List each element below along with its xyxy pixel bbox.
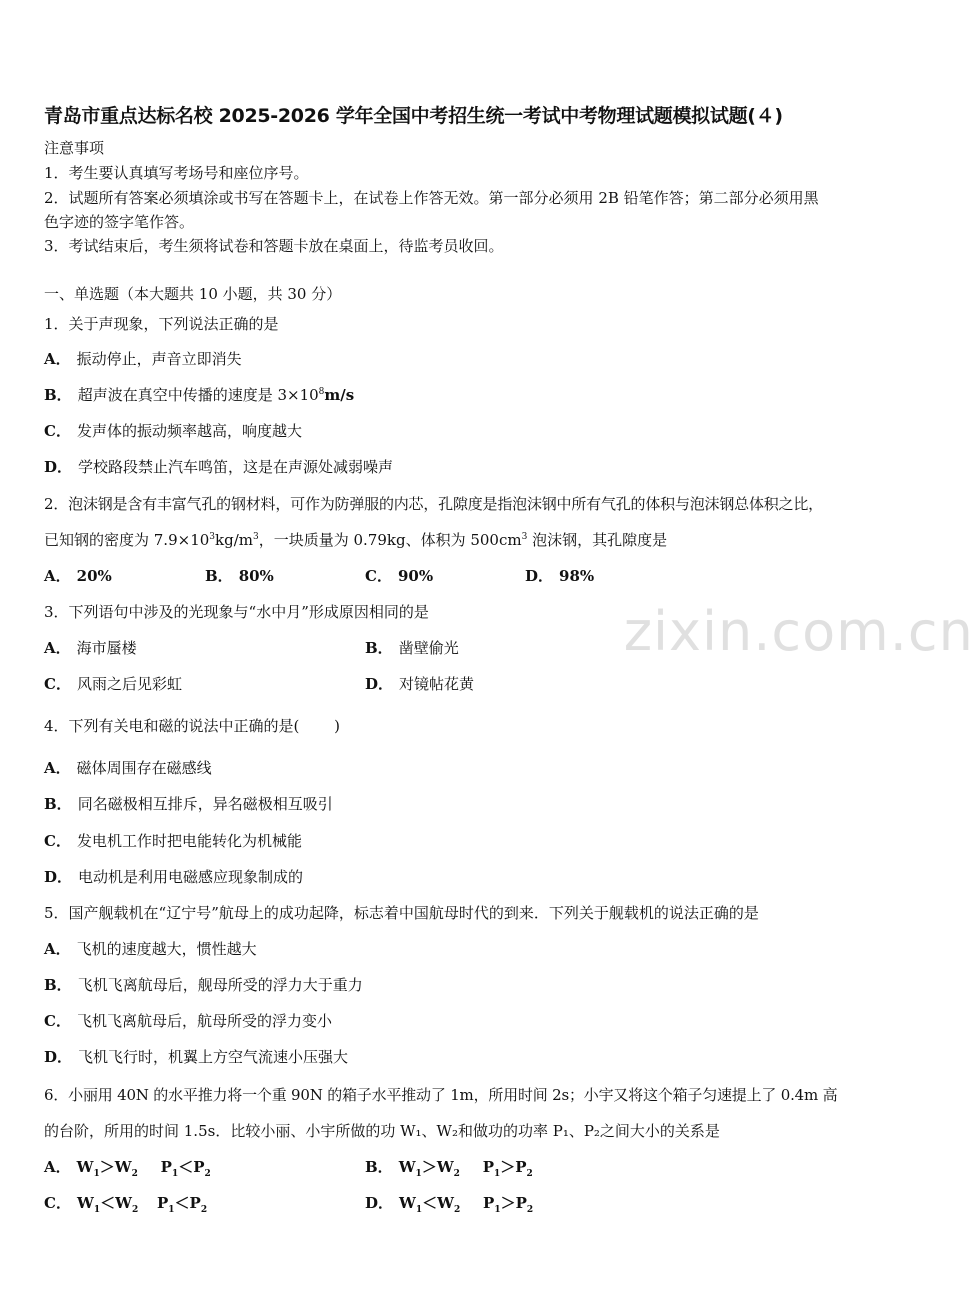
q2-option-b: B． 80%	[205, 567, 274, 585]
notice-item-2: 2．试题所有答案必须填涂或书写在答题卡上，在试卷上作答无效。第一部分必须用 2B 铅笔作答；第二部分必须用黑	[44, 189, 819, 207]
q5-option-c: C． 飞机飞离航母后，航母所受的浮力变小	[44, 1012, 332, 1030]
q2-option-c: C． 90%	[365, 567, 434, 585]
q6-stem-line1: 6．小丽用 40N 的水平推力将一个重 90N 的箱子水平推动了 1m，所用时间 2s；小宇又将这个箱子匀速提上了 0.4m 高	[44, 1086, 838, 1104]
q6-option-d: D． $W_1<W_2$ $P_1>P_2$	[365, 1194, 534, 1215]
q6-option-c: C． $W_1<W_2$ $P_1<P_2$	[44, 1194, 208, 1215]
page-title: 青岛市重点达标名校 2025-2026 学年全国中考招生统一考试中考物理试题模拟试题(４)	[44, 105, 783, 127]
q6-option-b: B． $W_1>W_2$ $P_1>P_2$	[365, 1158, 533, 1179]
q1-option-c: C． 发声体的振动频率越高，响度越大	[44, 422, 302, 440]
q1-option-b: B． 超声波在真空中传播的速度是 $3\times 10^8m/s$	[44, 386, 355, 404]
q6-option-a: A． $W_1>W_2$ $P_1<P_2$	[44, 1158, 211, 1179]
q4-option-c: C． 发电机工作时把电能转化为机械能	[44, 832, 302, 850]
q4-stem: 4．下列有关电和磁的说法中正确的是( )	[44, 717, 341, 735]
q5-option-b: B． 飞机飞离航母后，舰母所受的浮力大于重力	[44, 976, 363, 994]
notice-heading: 注意事项	[44, 139, 105, 157]
q1-option-d: D． 学校路段禁止汽车鸣笛，这是在声源处减弱噪声	[44, 458, 394, 476]
q2-option-d: D． 98%	[525, 567, 595, 585]
q4-option-a: A． 磁体周围存在磁感线	[44, 759, 212, 777]
q5-option-a: A． 飞机的速度越大，惯性越大	[44, 940, 257, 958]
q4-option-d: D． 电动机是利用电磁感应现象制成的	[44, 868, 304, 886]
q4-option-b: B． 同名磁极相互排斥，异名磁极相互吸引	[44, 795, 333, 813]
notice-item-1: 1．考生要认真填写考场号和座位序号。	[44, 164, 309, 182]
q2-option-a: A． 20%	[44, 567, 112, 585]
notice-item-3: 3．考试结束后，考生须将试卷和答题卡放在桌面上，待监考员收回。	[44, 237, 504, 255]
q2-stem-line1: 2．泡沫钢是含有丰富气孔的钢材料，可作为防弹服的内芯，孔隙度是指泡沫钢中所有气孔的体积与泡沫钢总体积之比，	[44, 495, 823, 513]
q1-stem: 1．关于声现象，下列说法正确的是	[44, 315, 279, 333]
watermark: zixin.com.cn	[623, 600, 974, 663]
q1-option-a: A． 振动停止，声音立即消失	[44, 350, 242, 368]
notice-item-2-cont: 色字迹的签字笔作答。	[44, 213, 195, 231]
section-heading: 一、单选题（本大题共 10 小题，共 30 分）	[44, 285, 342, 303]
q5-stem: 5．国产舰载机在“辽宁号”航母上的成功起降，标志着中国航母时代的到来．下列关于舰载机的说法正确的是	[44, 904, 759, 922]
q2-stem-line2: 已知钢的密度为 $7.9\times 10^3kg/m^3$，一块质量为 0.79kg、体积为 $500cm^3$ 泡沫钢，其孔隙度是	[44, 531, 668, 549]
q3-option-c: C． 风雨之后见彩虹	[44, 675, 182, 693]
q5-option-d: D． 飞机飞行时，机翼上方空气流速小压强大	[44, 1048, 349, 1066]
q6-stem-line2: 的台阶，所用的时间 1.5s．比较小丽、小宇所做的功 W₁、W₂和做功的功率 P₁、P₂之间大小的关系是	[44, 1122, 720, 1140]
q3-option-b: B． 凿壁偷光	[365, 639, 459, 657]
q3-stem: 3．下列语句中涉及的光现象与“水中月”形成原因相同的是	[44, 603, 429, 621]
q3-option-a: A． 海市蜃楼	[44, 639, 137, 657]
q3-option-d: D． 对镜帖花黄	[365, 675, 475, 693]
